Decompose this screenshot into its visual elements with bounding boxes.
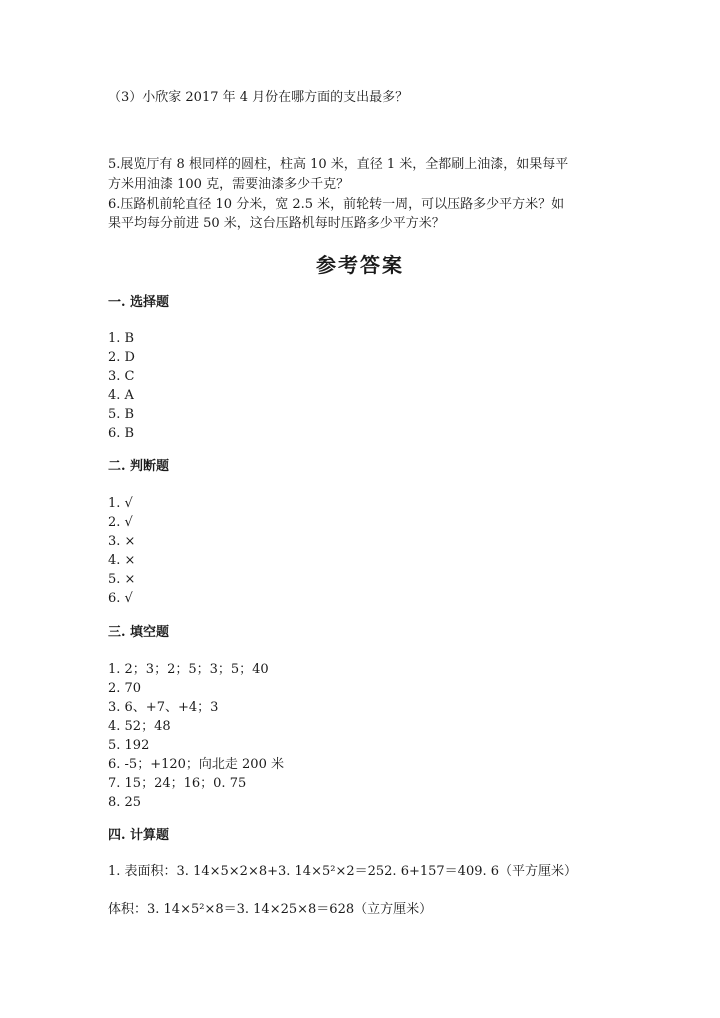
- section-2-list: [108, 494, 135, 608]
- list-item: 1. B: [108, 331, 135, 346]
- section-3-heading: 三. 填空题: [108, 625, 170, 640]
- list-item: 2. 70: [108, 681, 142, 696]
- list-item: 2. √: [108, 515, 133, 530]
- section-4-heading: 四. 计算题: [108, 828, 170, 843]
- list-item: 2. D: [108, 350, 135, 365]
- calc-answer-line-1: 1. 表面积：3. 14×5×2×8+3. 14×5²×2＝252. 6+157＝409. 6（平方厘米）: [108, 864, 578, 879]
- section-1-list: [108, 329, 135, 443]
- section-2-heading: 二. 判断题: [108, 459, 170, 474]
- question-6-line-1: 6.压路机前轮直径 10 分米，宽 2.5 米，前轮转一周，可以压路多少平方米？如: [108, 197, 565, 212]
- question-6-line-2: 果平均每分前进 50 米，这台压路机每时压路多少平方米？: [108, 216, 445, 231]
- list-item: 1. 2；3；2；5；3；5；40: [108, 662, 269, 677]
- list-item: 5. B: [108, 407, 135, 422]
- list-item: 6. √: [108, 591, 133, 606]
- list-item: 3. C: [108, 369, 135, 384]
- list-item: 7. 15；24；16；0. 75: [108, 776, 247, 791]
- list-item: 4. 52；48: [108, 719, 171, 734]
- list-item: 5. ×: [108, 572, 136, 587]
- list-item: 1. √: [108, 496, 133, 511]
- question-5-line-1: 5.展览厅有 8 根同样的圆柱，柱高 10 米，直径 1 米，全都刷上油漆，如果每平: [108, 157, 569, 172]
- calc-answer-line-2: 体积：3. 14×5²×8＝3. 14×25×8＝628（立方厘米）: [108, 902, 433, 917]
- list-item: 4. ×: [108, 553, 136, 568]
- list-item: 6. -5；+120；向北走 200 米: [108, 757, 284, 772]
- list-item: 3. ×: [108, 534, 136, 549]
- list-item: 4. A: [108, 388, 134, 403]
- section-3-list: [108, 660, 284, 812]
- list-item: 8. 25: [108, 795, 142, 810]
- answers-title: 参考答案: [316, 253, 404, 277]
- section-1-heading: 一. 选择题: [108, 295, 170, 310]
- list-item: 5. 192: [108, 738, 150, 753]
- list-item: 6. B: [108, 426, 135, 441]
- list-item: 3. 6、+7、+4；3: [108, 700, 219, 715]
- question-5-line-2: 方米用油漆 100 克，需要油漆多少千克？: [108, 177, 350, 192]
- question-3-text: （3）小欣家 2017 年 4 月份在哪方面的支出最多？: [108, 90, 409, 105]
